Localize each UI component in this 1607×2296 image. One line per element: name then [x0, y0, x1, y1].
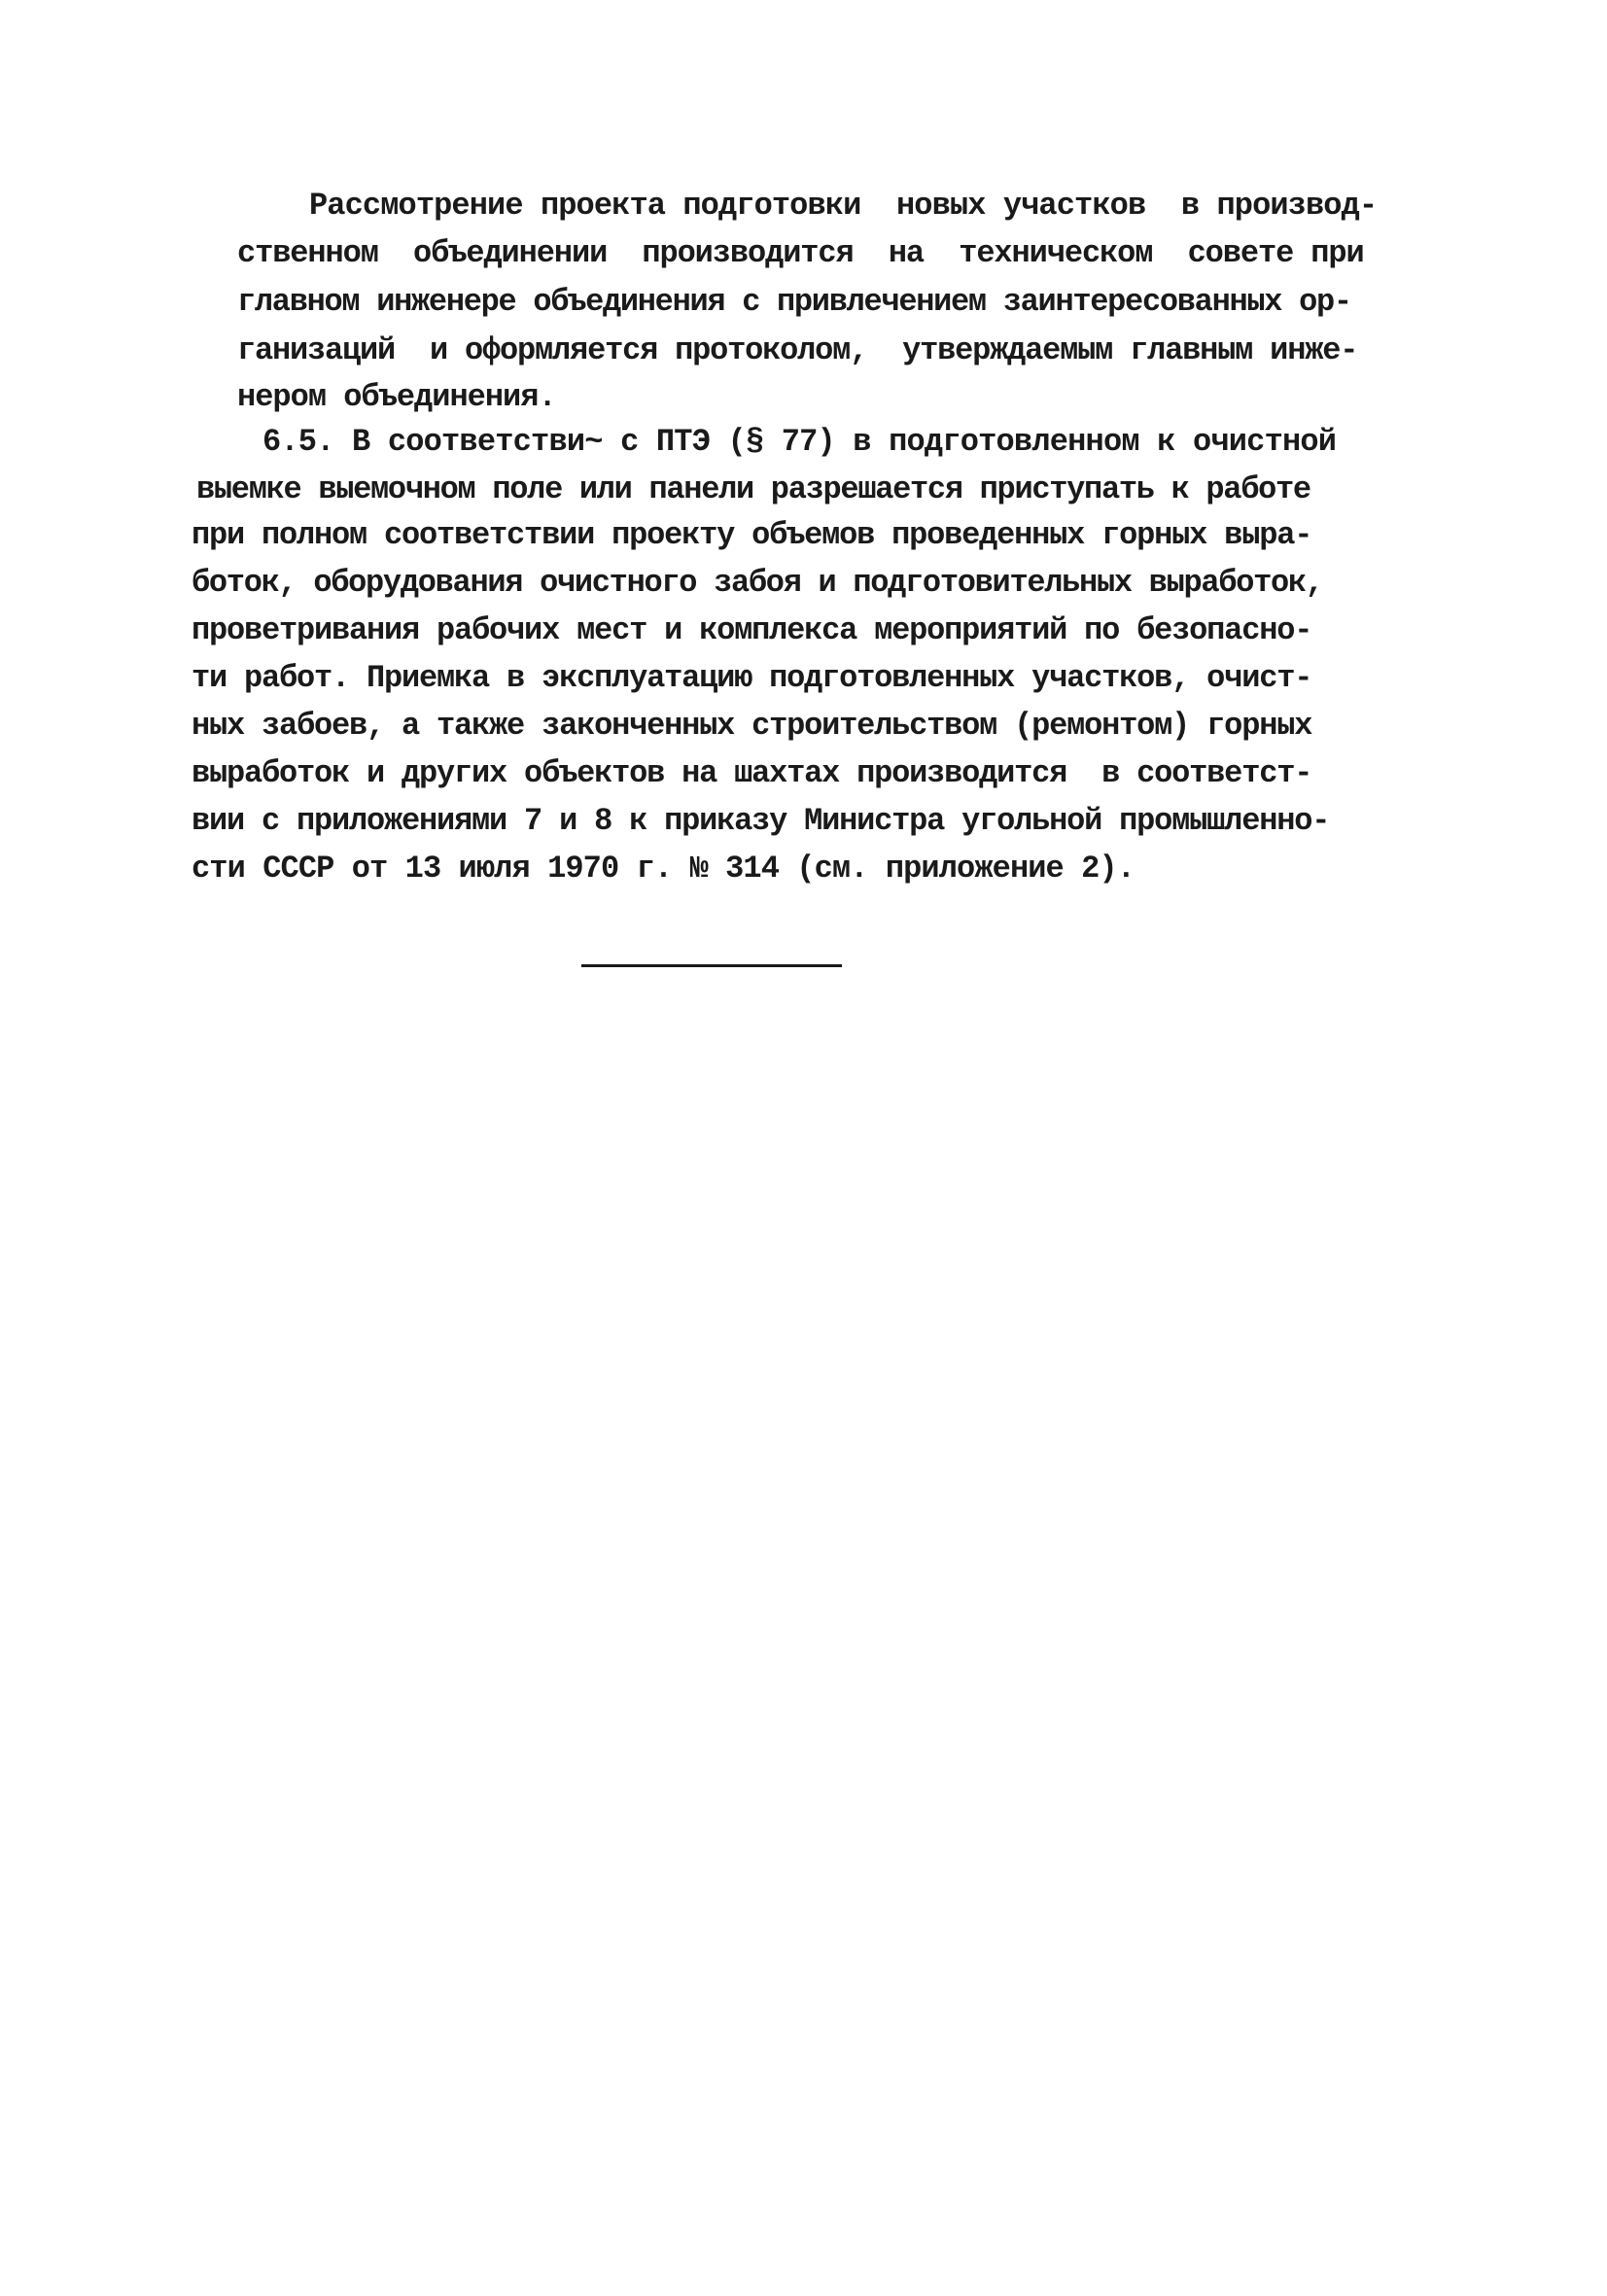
- paragraph2-line-7: ных забоев, а также законченных строительством (ремонтом) горных: [192, 708, 1312, 744]
- paragraph1-line-3: главном инженере объединения с привлечением заинтересованных ор-: [237, 284, 1351, 320]
- paragraph2-line-6: ти работ. Приемка в эксплуатацию подготовленных участков, очист-: [192, 660, 1312, 696]
- paragraph2-line-4: боток, оборудования очистного забоя и подготовительных выработок,: [192, 565, 1323, 601]
- paragraph1-line-2: ственном объединении производится на техническом совете при: [237, 235, 1364, 271]
- paragraph2-line-2: выемке выемочном поле или панели разрешается приступать к работе: [196, 471, 1310, 507]
- paragraph2-line-9: вии с приложениями 7 и 8 к приказу Министра угольной промышленно-: [192, 803, 1330, 839]
- paragraph2-line-10: сти СССР от 13 июля 1970 г. № 314 (см. приложение 2).: [192, 851, 1135, 887]
- paragraph1-line-5: нером объединения.: [237, 379, 556, 415]
- paragraph2-line-1: 6.5. В соответстви~ с ПТЭ (§ 77) в подготовленном к очистной: [262, 424, 1337, 460]
- paragraph2-line-8: выработок и других объектов на шахтах производится в соответст-: [192, 755, 1312, 791]
- paragraph2-line-3: при полном соответствии проекту объемов проведенных горных выра-: [192, 517, 1312, 553]
- paragraph1-line-1: Рассмотрение проекта подготовки новых участков в производ-: [309, 188, 1378, 224]
- paragraph2-line-5: проветривания рабочих мест и комплекса мероприятий по безопасно-: [192, 612, 1312, 648]
- section-divider: [581, 964, 842, 967]
- paragraph1-line-4: ганизаций и оформляется протоколом, утверждаемым главным инже-: [237, 332, 1358, 368]
